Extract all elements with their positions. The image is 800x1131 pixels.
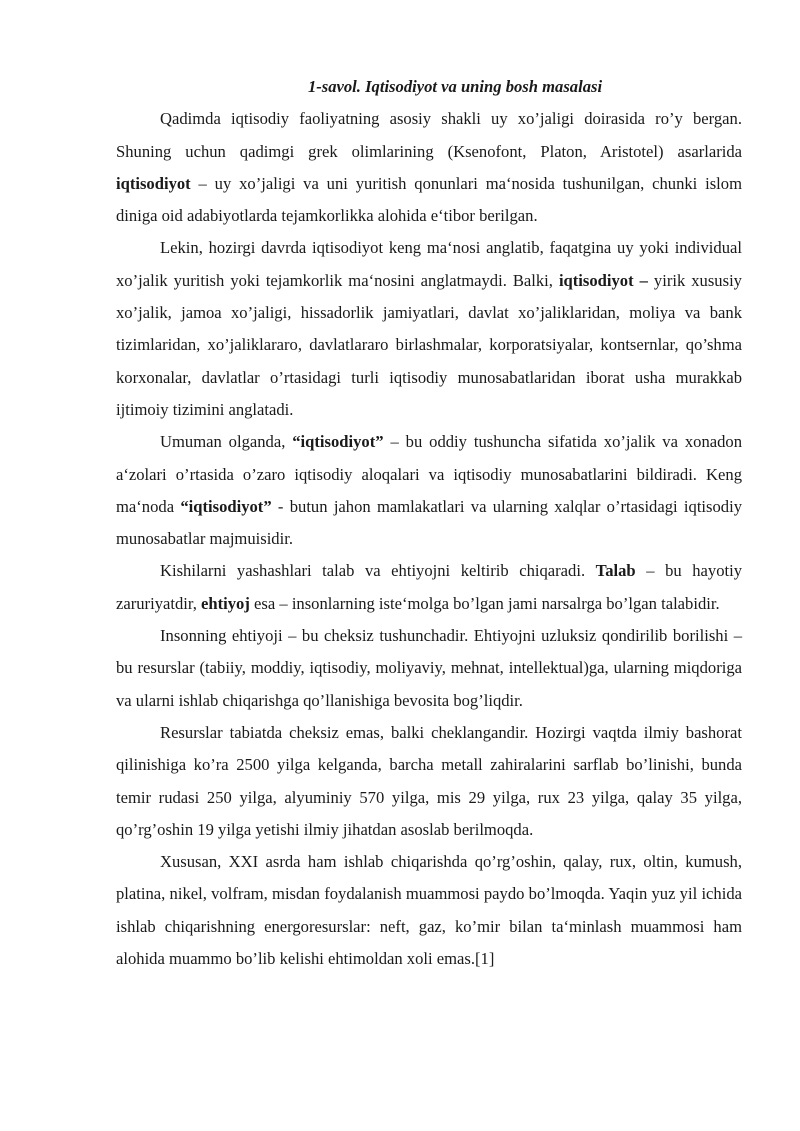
document-page bbox=[116, 71, 742, 975]
paragraph-2 bbox=[116, 232, 742, 426]
paragraph-text: - butun jahon mamlakatlari va ularning xalqlar o’rtasidagi iqtisodiy munosabatlar majmuisidir. bbox=[116, 496, 742, 549]
paragraph-text: yirik xususiy xo’jalik, jamoa xo’jaligi, hissadorlik jamiyatlari, davlat xo’jaliklaridan, moliya va bank tizimlaridan, xo’jaliklararo, davlatlararo birlashmalar, korporatsiyalar, kontsernlar, qo’shma korxonalar, davlatlar o’rtasidagi turli iqtisodiy munosabatlaridan iborat usha murakkab ijtimoiy tizimini anglatadi. bbox=[116, 270, 742, 419]
paragraph-text: – bu hayotiy zaruriyatdir, bbox=[116, 561, 743, 613]
paragraph-6: Resurslar tabiatda cheksiz emas, balki cheklangandir. Hozirgi vaqtda ilmiy bashorat qilinishiga ko’ra 2500 yilga kelganda, barcha metall zahiralarini sarflab bo’linishi, bunda temir rudasi 250 yilga, alyuminiy 570 yilga, mis 29 yilga, rux 23 yilga, qalay 35 yilga, qo’rg’oshin 19 yilga yetishi ilmiy jihatdan asoslab berilmoqda. bbox=[116, 722, 742, 839]
bold-term: Talab bbox=[595, 561, 636, 581]
bold-term: iqtisodiyot bbox=[116, 173, 191, 193]
paragraph-5: Insonning ehtiyoji – bu cheksiz tushunchadir. Ehtiyojni uzluksiz qondirilib borilishi – bu resurslar (tabiiy, moddiy, iqtisodiy, moliyaviy, mehnat, intellektual)ga, ularning miqdoriga va ularni ishlab chiqarishga qo’llanishiga bevosita bog’liqdir. bbox=[116, 626, 742, 710]
paragraph-4 bbox=[116, 555, 742, 620]
paragraph-text: Qadimda iqtisodiy faoliyatning asosiy shakli uy xo’jaligi doirasida ro’y bergan. Shuning uchun qadimgi grek olimlarining (Ksenofont, Platon, Aristotel) asarlarida bbox=[116, 109, 742, 161]
paragraph-text: Umuman olganda, bbox=[160, 432, 293, 452]
bold-term: ehtiyoj bbox=[201, 593, 250, 613]
paragraph-text: Kishilarni yashashlari talab va ehtiyojni keltirib chiqaradi. bbox=[160, 561, 596, 581]
section-title: 1-savol. Iqtisodiyot va uning bosh masalasi bbox=[307, 77, 603, 96]
paragraph-text: Lekin, hozirgi davrda iqtisodiyot keng ma‘nosi anglatib, faqatgina uy yoki individual xo’jalik yuritish yoki tejamkorlik ma‘nosini anglatmaydi. Balki, bbox=[116, 238, 742, 290]
paragraph-text: esa – insonlarning iste‘molga bo’lgan jami narsalrga bo’lgan talabidir. bbox=[249, 593, 720, 613]
paragraph-7: Xususan, XXI asrda ham ishlab chiqarishda qo’rg’oshin, qalay, rux, oltin, kumush, platina, nikel, volfram, misdan foydalanish muammosi paydo bo’lmoqda. Yaqin yuz yil ichida ishlab chiqarishning energoresurslar: neft, gaz, ko’mir bilan ta‘minlash muammosi ham alohida muammo bo’lib kelishi ehtimoldan xoli emas.[1] bbox=[116, 852, 742, 969]
paragraph-3 bbox=[116, 426, 742, 555]
bold-term: “iqtisodiyot” bbox=[292, 432, 384, 452]
paragraph-text: – uy xo’jaligi va uni yuritish qonunlari ma‘nosida tushunilgan, chunki islom diniga oid adabiyotlarda tejamkorlikka alohida e‘tibor berilgan. bbox=[116, 173, 742, 226]
bold-term: “iqtisodiyot” bbox=[180, 496, 272, 516]
paragraph-1 bbox=[116, 103, 742, 232]
paragraph-text: – bu oddiy tushuncha sifatida xo’jalik va xonadon a‘zolari o’rtasida o’zaro iqtisodiy aloqalari va iqtisodiy munosabatlarini bildiradi. Keng ma‘noda bbox=[116, 432, 743, 516]
bold-term: iqtisodiyot – bbox=[558, 270, 648, 290]
